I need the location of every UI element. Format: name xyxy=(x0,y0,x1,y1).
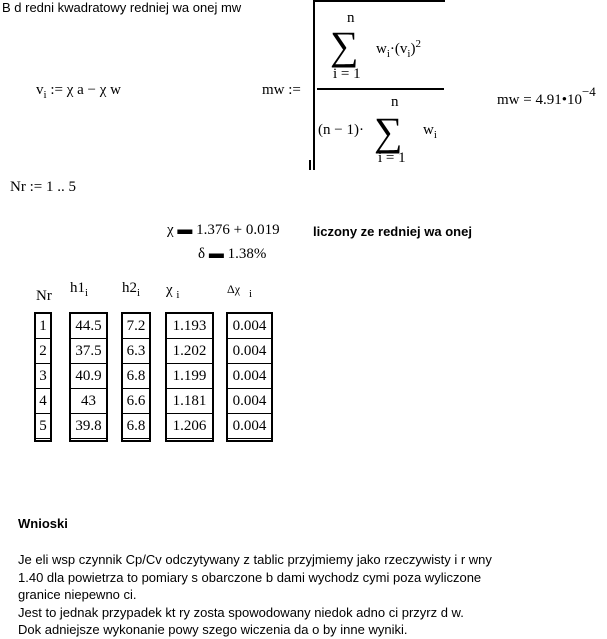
den-term: $w_i$ xyxy=(423,122,437,141)
conclusions-title: Wnioski xyxy=(18,516,68,531)
v-symbol: v xyxy=(36,82,44,98)
cell: 43 xyxy=(71,389,106,414)
sum-icon-2: ∑ xyxy=(374,109,403,154)
sub: i xyxy=(249,288,253,300)
cell: 37.5 xyxy=(71,339,106,364)
den-upper: n xyxy=(391,94,399,110)
sum-icon: ∑ xyxy=(330,23,359,68)
w: w xyxy=(423,122,434,138)
sub: i xyxy=(176,289,180,301)
nr-range: Nr := 1 .. 5 xyxy=(10,179,76,195)
cell: 1.181 xyxy=(167,389,212,414)
line: Je eli wsp czynnik Cp/Cv odczytywany z tablic przyjmiemy jako rzeczywisty i r wny xyxy=(18,552,492,567)
mw-result xyxy=(497,84,596,109)
cell: 5 xyxy=(36,414,50,439)
cell: 1.193 xyxy=(167,314,212,339)
cell: 0.004 xyxy=(228,389,271,414)
cell: 39.8 xyxy=(71,414,106,439)
chi-note: liczony ze redniej wa onej xyxy=(313,224,472,239)
header-h1: h1 xyxy=(70,280,85,296)
cell: 0.004 xyxy=(228,339,271,364)
cell: 0.004 xyxy=(228,314,271,339)
cell: 6.3 xyxy=(123,339,149,364)
sqrt-hook xyxy=(309,160,315,170)
fraction-line xyxy=(317,88,444,90)
num-lower: i = 1 xyxy=(333,66,361,82)
column-h2 xyxy=(121,312,151,442)
chi-result: χ ▬ 1.376 + 0.019 xyxy=(167,222,280,238)
v-expression: χ a − χ w xyxy=(66,82,121,98)
v-definition: $v_i$ := χ a − χ w xyxy=(36,82,121,101)
mw-exponent: −4 xyxy=(581,84,596,99)
num-upper: n xyxy=(347,10,355,26)
line: granice niepewno ci. xyxy=(18,587,137,602)
den-lower: i = 1 xyxy=(378,150,406,166)
cell: 40.9 xyxy=(71,364,106,389)
header-chi: χ xyxy=(166,282,173,298)
heading: B d redni kwadratowy redniej wa onej mw xyxy=(2,0,242,15)
cell: 1 xyxy=(36,314,50,339)
cell: 0.004 xyxy=(228,414,271,439)
line: Dok adniejsze wykonanie powy szego wiczenia da o by inne wyniki. xyxy=(18,622,408,637)
cell: 7.2 xyxy=(123,314,149,339)
column-chi xyxy=(165,312,214,442)
sub: i xyxy=(85,287,89,299)
header-dchi: Δχ xyxy=(227,282,241,296)
sqrt-bar xyxy=(313,0,315,170)
line: 1.40 dla powietrza to pomiary s obarczone b dami wychodz cymi poza wyliczone xyxy=(18,569,482,585)
column-h1 xyxy=(69,312,108,442)
cell: 1.206 xyxy=(167,414,212,439)
mw-lhs: mw := xyxy=(262,82,301,98)
cell: 3 xyxy=(36,364,50,389)
cell: 44.5 xyxy=(71,314,106,339)
cell: 4 xyxy=(36,389,50,414)
cell: 1.199 xyxy=(167,364,212,389)
mw-value: mw = 4.91•10 xyxy=(497,92,582,108)
line: Jest to jednak przypadek kt ry zosta spowodowany niedok adno ci przyrz d w. xyxy=(18,604,464,620)
cell: 2 xyxy=(36,339,50,364)
cell: 6.6 xyxy=(123,389,149,414)
cell: 0.004 xyxy=(228,364,271,389)
header-nr: Nr xyxy=(36,288,52,304)
den-prefix: (n − 1)· xyxy=(318,122,364,138)
num-term: $w_i\cdot(v_i)^2$ xyxy=(376,38,421,60)
column-nr xyxy=(34,312,52,442)
cell: 1.202 xyxy=(167,339,212,364)
header-h2: h2 xyxy=(122,280,137,296)
w: w xyxy=(376,41,387,57)
square: 2 xyxy=(415,38,421,50)
delta-result: δ ▬ 1.38% xyxy=(198,246,267,262)
column-dchi xyxy=(226,312,273,442)
conclusions-text xyxy=(18,551,492,639)
sqrt-top xyxy=(315,0,445,2)
sub: i xyxy=(137,287,141,299)
cell: 6.8 xyxy=(123,414,149,439)
cell: 6.8 xyxy=(123,364,149,389)
